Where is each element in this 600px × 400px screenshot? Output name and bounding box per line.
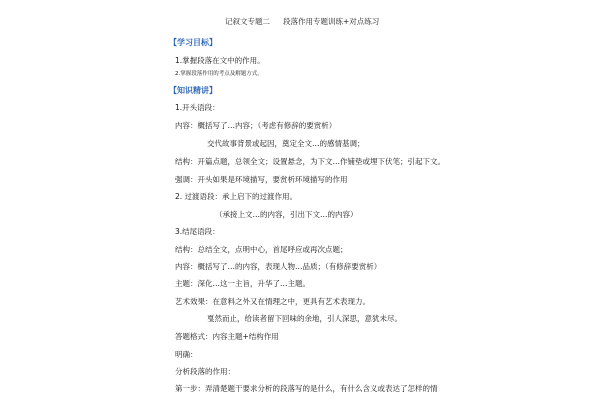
paragraph-transition-title: 2. 过渡语段：承上启下的过渡作用。 — [175, 192, 298, 201]
paragraph-opening-structure: 结构：开篇点题，总领全文；设置悬念，为下文…作铺垫或埋下伏笔；引起下文。 — [175, 157, 445, 166]
analysis-step-1: 第一步：弄清楚题干要求分析的段落写的是什么，有什么含义或表达了怎样的情 — [175, 384, 438, 393]
paragraph-ending-content: 内容：概括写了…的内容，表现人物…品质；（有修辞要赏析） — [175, 262, 382, 271]
paragraph-opening-content: 内容：概括写了…内容；（考虑有修辞的要赏析） — [175, 121, 337, 130]
section-heading-knowledge: 【知识精讲】 — [169, 86, 217, 95]
paragraph-ending-theme: 主题：深化…这一主旨，升华了…主题。 — [175, 279, 310, 288]
clarify-label: 明确： — [175, 350, 198, 359]
document-subtitle: 段落作用专题训练+对点练习 — [283, 17, 380, 26]
paragraph-transition-detail: （承接上文…的内容，引出下文…的内容） — [215, 210, 358, 219]
goal-item-1: 1.掌握段落在文中的作用。 — [175, 56, 265, 65]
paragraph-ending-structure: 结构：总结全文，点明中心，首尾呼应或再次点题； — [175, 245, 348, 254]
answer-format: 答题格式：内容主题+结构作用 — [175, 332, 279, 341]
paragraph-opening-emphasis: 强调：开头如果是环境描写，要赏析环境描写的作用 — [175, 175, 348, 184]
paragraph-opening-background: 交代故事背景或起因，奠定全文…的感情基调； — [207, 139, 365, 148]
section-heading-goals: 【学习目标】 — [169, 38, 217, 47]
paragraph-ending-art-effect-2: 戛然而止，给读者留下回味的余地，引人深思，意犹未尽。 — [207, 314, 402, 323]
paragraph-ending-title: 3.结尾语段： — [175, 227, 220, 236]
paragraph-ending-art-effect: 艺术效果：在意料之外又在情理之中，更具有艺术表现力。 — [175, 297, 370, 306]
analysis-title: 分析段落的作用： — [175, 367, 235, 376]
document-title: 记叙文专题二 — [225, 17, 270, 26]
goal-item-2: 2.掌握段落作用的考点及解题方式。 — [175, 71, 263, 77]
paragraph-opening-title: 1.开头语段： — [175, 103, 220, 112]
